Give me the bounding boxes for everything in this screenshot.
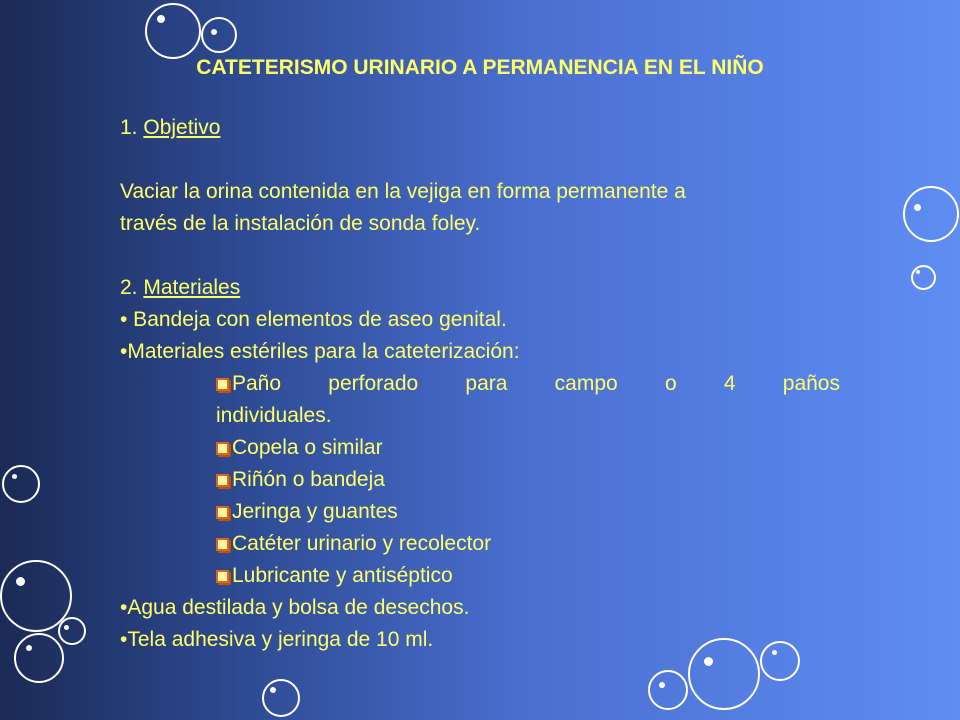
- sub-list-item: [216, 496, 840, 528]
- spacer: [120, 144, 840, 176]
- bubble-decoration: [64, 625, 69, 630]
- sub-list-item-text: Paño perforado para campo o 4 paños: [232, 372, 840, 395]
- checkbox-bullet-icon: [216, 378, 229, 391]
- bubble-decoration: [14, 633, 64, 683]
- materials-heading-text: Materiales: [143, 276, 241, 299]
- bubble-decoration: [648, 670, 688, 710]
- checkbox-bullet-icon: [216, 474, 229, 487]
- bubble-decoration: [145, 3, 201, 59]
- sub-list-item: [216, 432, 840, 464]
- bubble-decoration: [2, 465, 40, 503]
- sub-list-item-text: Jeringa y guantes: [232, 500, 398, 523]
- objective-text-line: Vaciar la orina contenida en la vejiga en forma permanente a: [120, 180, 686, 203]
- checkbox-bullet-icon: [216, 570, 229, 583]
- bubble-decoration: [262, 679, 300, 717]
- bubble-decoration: [704, 657, 713, 666]
- checkbox-bullet-icon: [216, 442, 229, 455]
- checkbox-bullet-icon: [216, 538, 229, 551]
- sub-list-item-text: Lubricante y antiséptico: [232, 564, 453, 587]
- objective-heading: [120, 112, 840, 144]
- bubble-decoration: [916, 270, 920, 274]
- sub-list-item-text: Copela o similar: [232, 436, 383, 459]
- slide-content: [120, 112, 840, 656]
- checkbox-bullet-icon: [216, 506, 229, 519]
- list-item: •Agua destilada y bolsa de desechos.: [120, 596, 470, 619]
- bubble-decoration: [26, 645, 32, 651]
- sub-list-item: [216, 528, 840, 560]
- sub-list-item: [216, 560, 840, 592]
- objective-heading-text: Objetivo: [143, 116, 221, 139]
- bubble-decoration: [58, 617, 86, 645]
- bubble-decoration: [211, 29, 217, 35]
- list-item: • Bandeja con elementos de aseo genital.: [120, 308, 507, 331]
- bubble-decoration: [201, 17, 237, 53]
- sub-list-item-text: Catéter urinario y recolector: [232, 532, 492, 555]
- bubble-decoration: [903, 186, 959, 242]
- objective-text-line: través de la instalación de sonda foley.: [120, 212, 481, 235]
- sub-list-item-continuation: individuales.: [216, 404, 332, 427]
- materials-heading: [120, 272, 840, 304]
- list-item: •Tela adhesiva y jeringa de 10 ml.: [120, 628, 434, 651]
- spacer: [120, 240, 840, 272]
- sub-list-item: [216, 464, 840, 496]
- bubble-decoration: [270, 687, 276, 693]
- bubble-decoration: [16, 577, 25, 586]
- objective-number: 1.: [120, 116, 138, 139]
- bubble-decoration: [157, 15, 165, 23]
- bubble-decoration: [911, 265, 936, 290]
- sub-list-item-text: Riñón o bandeja: [232, 468, 385, 491]
- bubble-decoration: [12, 474, 17, 479]
- sub-list-item: [216, 368, 840, 400]
- bubble-decoration: [659, 682, 665, 688]
- list-item: •Materiales estériles para la cateterización:: [120, 340, 520, 363]
- materials-number: 2.: [120, 276, 138, 299]
- bubble-decoration: [914, 204, 921, 211]
- slide-title: CATETERISMO URINARIO A PERMANENCIA EN EL NIÑO: [196, 56, 764, 79]
